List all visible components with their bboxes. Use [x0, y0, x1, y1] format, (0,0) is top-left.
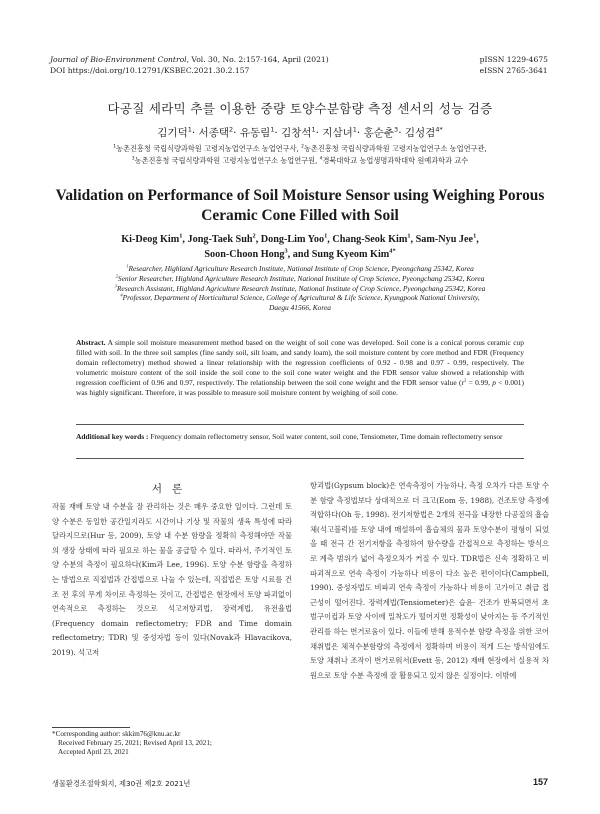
divider	[76, 424, 524, 425]
footer-journal: 생물환경조절학회지, 제30권 제2호 2021년	[52, 779, 191, 788]
eissn: eISSN 2765-3641	[479, 66, 548, 75]
authors-korean: 김기덕$^1$· 서종택$^2$· 유동림$^1$· 김창석$^1$· 지삼녀$^1$· 홍순춘$^3$· 김성겸$^{4*}$	[157, 125, 443, 139]
journal-name: Journal of Bio-Environment Control	[50, 55, 187, 64]
keywords	[76, 432, 524, 442]
author-sup: 2	[228, 125, 234, 134]
author-sup: 4*	[435, 125, 443, 134]
aff-sup: 4	[319, 156, 323, 162]
title-korean: 다공질 세라믹 추를 이용한 중량 토양수분함량 측정 센서의 성능 검증	[107, 101, 493, 116]
title-english-line1: Validation on Performance of Soil Moisture Sensor using Weighing Porous	[55, 187, 545, 204]
body-column-right: 항괴법(Gypsum block)은 연속측정이 가능하나, 측정 오차가 다른 토양 수분 함량 측정법보다 상대적으로 더 크고(Eom 등, 1988), 건조토양 측정에 적합하다(Oh 등, 1998). 전기저항법은 2개의 전극을 내장한 다공질의 흡습체(석고블럭)를 토양 내에 매설하여 흡습체의 물과 토양수분이 평형이 되었을 때 전극 간 전기저항을 측정하여 함수량을 간접적으로 측정하는 방식으로 계측 범위가 넓어 측정오차가 커질 수 있다. TDR법은 신속 정확하고 비파괴적으로 연속 측정이 가능하나 비용이 다소 높은 편이이다(Campbell, 1990). 중성자법도 비파괴 연속 측정이 가능하나 비용이 고가이고 취급 접근성이 떨어진다. 장력계법(Tensiometer)은 습윤· 건조가 반복되면서 초벌구이컵과 토양 사이에 밀착도가 떨어지면 정확성이 낮아지는 등 주기적인 관리를 하는 번거로움이 있다. 이들에 반해 용적수분 함량 측정을 위한 코어 채취법은 체적수분함량의 측정에서 정확하며 비용이 적게 드는 방식임에도 토양 채취나 조작이 번거로워서(Evett 등, 2012) 재배 현장에서 실용적 차원으로 토양 수분 측정에 잘 활용되고 있지 않은 실정이다. 이밖에	[310, 481, 550, 680]
author-sup: 1	[179, 232, 183, 240]
author-en: Jong-Taek Suh	[187, 234, 253, 245]
author-ko: 홍순춘	[363, 127, 395, 139]
affiliations-korean	[30, 143, 570, 167]
section-title-introduction: 서론	[151, 483, 193, 495]
author-sup: 1	[311, 125, 316, 134]
aff-sup: 2	[115, 273, 118, 279]
abstract-text-end: < 0.001) was highly significant. Therefore, it was possible to measure soil moisture content by weighing of soil cone.	[76, 378, 525, 397]
author-ko: 김성겸	[404, 127, 436, 139]
journal-header	[50, 54, 329, 76]
title-english	[0, 186, 600, 225]
title-english-line2: Ceramic Cone Filled with Soil	[201, 206, 399, 224]
doi[interactable]: DOI https://doi.org/10.12791/KSBEC.2021.30.2.157	[50, 66, 250, 75]
author-sup: 3	[394, 125, 399, 134]
author-en: Soon-Choon Hong	[204, 249, 285, 260]
abstract-label: Abstract.	[76, 338, 106, 347]
author-sup: 3	[284, 247, 288, 255]
author-sup: 2	[252, 232, 256, 240]
abstract-text: A simple soil moisture measurement method based on the weight of soil cone was developed. Soil cone is a conical porous ceramic cup filled with soil. In the three soil samples (fine sandy soil, silt loam, and sandy loam), the soil moisture content by core method and FDR (Frequency domain reflectometry) method showed a linear relationship with the regression coefficients of 0.92 - 0.98 and 0.97 - 0.99, respectively. The volumetric moisture content of the soil inside the soil cone to the soil cone water weight and the FDR sensor value showed a relationship with regression coefficient of 0.96 and 0.97, respectively. The relationship between the soil cone weight and the FDR sensor value (r	[76, 338, 524, 387]
affiliation-en-3: Research Assistant, Highland Agriculture Research Institute, National Institute of Crop Science, Pyeongchang 25342, Korea	[116, 283, 486, 293]
affiliation-en-4: Professor, Department of Horticultural Science, College of Agricultural & Life Science, Kyungpook National University,	[122, 293, 480, 303]
author-joiner: , and	[287, 249, 312, 260]
author-en: Sam-Nyu Jee	[415, 234, 474, 245]
divider	[76, 458, 524, 459]
journal-citation-line	[50, 54, 329, 65]
author-sup: 1	[473, 232, 477, 240]
author-sup: 4*	[389, 247, 396, 255]
pissn: pISSN 1229-4675	[479, 55, 548, 64]
author-sup: 1	[187, 125, 192, 134]
author-ko: 유동림	[239, 127, 271, 139]
footnote	[52, 730, 292, 758]
aff-sup: 3	[131, 156, 135, 162]
footnote-divider	[52, 727, 130, 728]
aff-sup: 1	[113, 144, 117, 150]
aff-sup: 2	[301, 144, 304, 150]
affiliation-ko-4: 경북대학교 농업생명과학대학 원예과학과 교수	[322, 156, 469, 165]
authors-english: Ki-Deog Kim$^1$, Jong-Taek Suh$^2$, Dong-Lim Yoo$^1$, Chang-Seok Kim$^1$, Sam-Nyu Jee$^1$, Soon-Choon Hong$^3$, and Sung Kyeom Kim$^{4*}$	[121, 232, 479, 260]
affiliation-en-1: Researcher, Highland Agriculture Research Institute, National Institute of Crop Science, Pyeongchang 25342, Korea	[128, 264, 474, 273]
received-revised: Received February 25, 2021; Revised April 13, 2021;	[58, 739, 212, 748]
issn-block	[480, 54, 548, 76]
author-en: Chang-Seok Kim	[332, 234, 408, 245]
body-column-left: 작물 재배 토양 내 수분을 잘 관리하는 것은 매우 중요한 일이다. 그런데 토양 수분은 동일한 공간일지라도 시간이나 기상 및 작물의 생육 특성에 따라 달라지므로(Hur 등, 2009), 토양 내 수분 함량을 정확히 측정해야만 작물의 생장 상태에 따라 필요로 하는 물을 공급할 수 있다. 따라서, 주기적인 토양 수분의 측정이 필요하다(Kim과 Lee, 1996). 토양 수분 함량을 측정하는 방법으로 직접법과 간접법으로 나눌 수 있는데, 직접법은 토양 시료를 건조 전 후의 무게 차이로 측정하는 것이고, 간접법은 현장에서 토양 파괴없이 연속적으로 측정하는 것으로 석고저항괴법, 장력계법, 유전율법(Frequency domain reflectometry; FDR and Time domain reflectometry; TDR) 및 중성자법 등이 있다(Novak과 Hlavacikova, 2019). 석고저	[52, 502, 292, 657]
corresponding-author: *Corresponding author: skkim76@knu.ac.kr	[52, 730, 181, 738]
affiliation-ko-1: 농촌진흥청 국립식량과학원 고령지농업연구소 농업연구사,	[116, 144, 302, 153]
author-en: Dong-Lim Yoo	[260, 234, 325, 245]
keywords-text: Frequency domain reflectometry sensor, Soil water content, soil cone, Tensiometer, Time domain reflectometry sensor	[148, 432, 503, 441]
page-number: 157	[532, 777, 548, 787]
aff-sup: 1	[126, 263, 129, 269]
affiliations-english	[40, 264, 560, 313]
author-ko: 서종택	[198, 127, 229, 139]
affiliation-ko-3: 농촌진흥청 국립식량과학원 고령지농업연구소 농업연구원,	[134, 156, 320, 165]
affiliation-en-2: Senior Researcher, Highland Agriculture Research Institute, National Institute of Crop Science, Pyeongchang 25342, Korea	[117, 273, 485, 283]
author-en: Ki-Deog Kim	[121, 234, 180, 245]
author-ko: 김기덕	[157, 127, 188, 139]
aff-sup: 3	[114, 283, 117, 289]
author-ko: 김창석	[281, 127, 312, 139]
aff-sup: 4	[120, 292, 123, 298]
abstract	[76, 338, 524, 398]
accepted: Accepted April 23, 2021	[58, 748, 129, 757]
p-italic: p	[492, 378, 496, 387]
author-sup: 1	[270, 125, 275, 134]
r-squared-sup: 2	[463, 377, 467, 383]
author-sup: 1	[324, 232, 328, 240]
abstract-text-tail: = 0.99,	[466, 378, 493, 387]
author-en: Sung Kyeom Kim	[311, 249, 390, 260]
keywords-label: Additional key words :	[76, 432, 149, 441]
journal-volume: , Vol. 30, No. 2:157-164, April (2021)	[186, 55, 329, 64]
author-sup: 1	[352, 125, 357, 134]
author-ko: 지삼녀	[322, 127, 353, 139]
affiliation-en-4-cont: Daegu 41566, Korea	[269, 303, 331, 313]
affiliation-ko-2: 농촌진흥청 국립식량과학원 고령지농업연구소 농업연구관,	[303, 144, 487, 153]
author-sup: 1	[407, 232, 411, 240]
